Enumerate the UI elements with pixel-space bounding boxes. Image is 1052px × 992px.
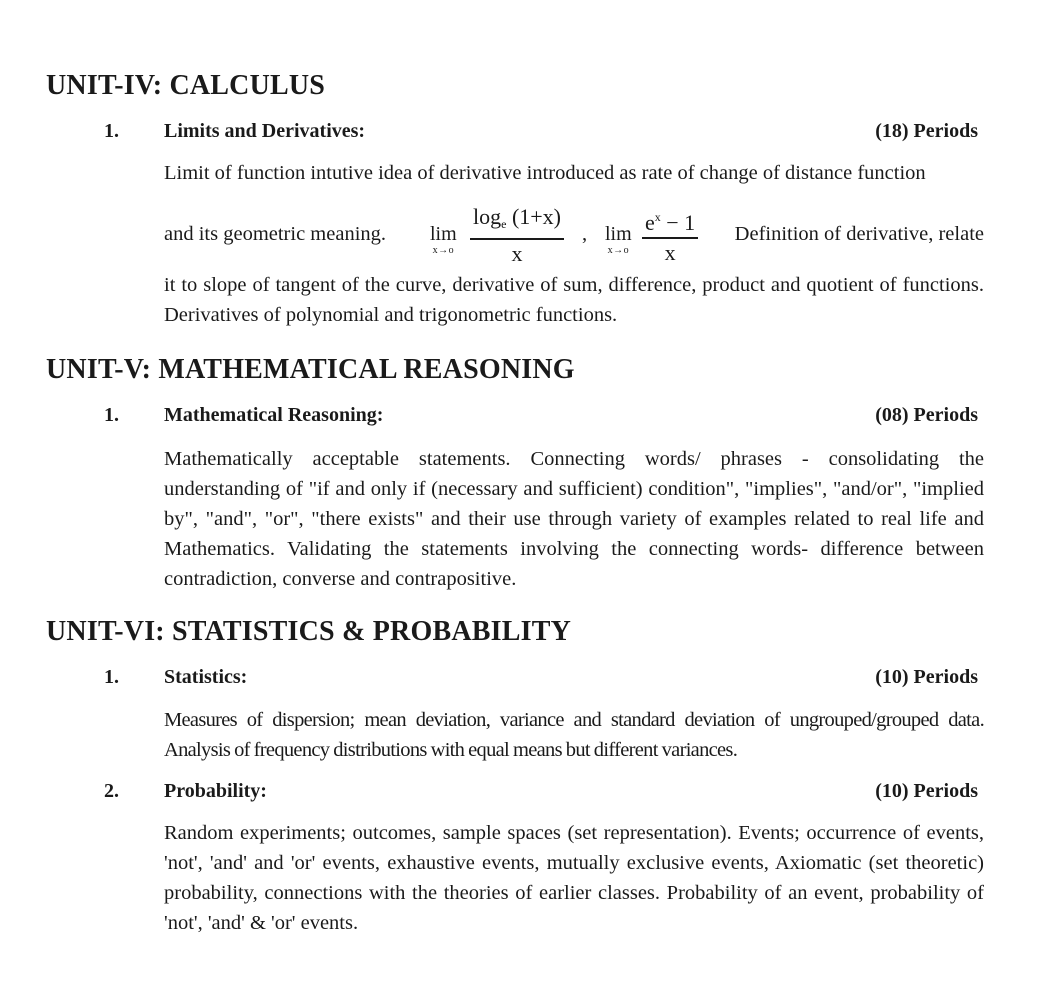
formula-comma: , xyxy=(582,223,588,245)
reasoning-description: Mathematically acceptable statements. Connecting words/ phrases - consolidating the understanding of "if and only if (necessary and sufficient) condition", "implies", "and/or", "implied by", "and", "or", "there exists" and their use through variety of examples related to real life and Mathematics. Validating the statements involving the connecting words- difference between contradiction, converse and contrapositive. xyxy=(164,448,984,590)
fraction-numerator xyxy=(470,203,564,238)
lim-word: lim xyxy=(605,223,632,245)
topic-probability-header xyxy=(104,780,978,806)
limits-para-rest: it to slope of tangent of the curve, derivative of sum, difference, product and quotient of functions. Derivatives of polynomial and trigonometric functions. xyxy=(164,274,984,326)
unit-v-title: UNIT-V: MATHEMATICAL REASONING xyxy=(46,354,575,385)
topic-name: Limits and Derivatives: xyxy=(164,120,366,142)
fraction-exp-over-x xyxy=(642,203,698,267)
statistics-description: Measures of dispersion; mean deviation, variance and standard deviation of ungrouped/grouped data. Analysis of frequency distributions with equal means but different variances. xyxy=(164,709,984,761)
topic-statistics-header xyxy=(104,666,978,692)
lim-subscript: x→o xyxy=(607,245,630,256)
log-text: log xyxy=(473,204,502,229)
log-argument: (1+x) xyxy=(506,204,562,229)
fraction-denominator: x xyxy=(664,239,676,265)
topic-name: Mathematical Reasoning: xyxy=(164,404,384,426)
limit-operator-1 xyxy=(430,223,457,257)
topic-periods: (10) Periods xyxy=(875,666,978,688)
topic-limits-derivatives-header xyxy=(104,120,978,146)
probability-description: Random experiments; outcomes, sample spaces (set representation). Events; occurrence of events, 'not', 'and' and 'or' events, exhaustive events, mutually exclusive events, Axiomatic (set theoretic) probability, connections with the theories of earlier classes. Probability of an event, probability of 'not', 'and' & 'or' events. xyxy=(164,822,984,934)
log-base: e xyxy=(501,217,507,231)
unit-iv-title: UNIT-IV: CALCULUS xyxy=(46,70,326,101)
exp-power: x xyxy=(654,210,661,224)
limits-para-line1: Limit of function intutive idea of derivative introduced as rate of change of distance function xyxy=(164,162,926,184)
unit-vi-title: UNIT-VI: STATISTICS & PROBABILITY xyxy=(46,616,571,647)
fraction-denominator: x xyxy=(511,240,523,266)
fraction-log-over-x xyxy=(470,203,564,268)
topic-number: 1. xyxy=(104,404,119,426)
formula-prefix-text: and its geometric meaning. xyxy=(164,223,387,245)
lim-subscript: x→o xyxy=(432,245,455,256)
limit-operator-2 xyxy=(605,223,632,257)
topic-number: 1. xyxy=(104,120,119,142)
topic-periods: (18) Periods xyxy=(875,120,978,142)
topic-periods: (08) Periods xyxy=(875,404,978,426)
exp-base: e xyxy=(645,210,655,235)
exp-minus-one: − 1 xyxy=(660,210,696,235)
topic-name: Statistics: xyxy=(164,666,248,688)
topic-mathematical-reasoning-header xyxy=(104,404,978,430)
fraction-numerator xyxy=(642,203,698,237)
formula-suffix-text: Definition of derivative, relate xyxy=(734,223,984,245)
topic-name: Probability: xyxy=(164,780,267,802)
topic-number: 2. xyxy=(104,780,119,802)
limits-formula-line xyxy=(164,203,984,265)
topic-number: 1. xyxy=(104,666,119,688)
lim-word: lim xyxy=(430,223,457,245)
topic-periods: (10) Periods xyxy=(875,780,978,802)
